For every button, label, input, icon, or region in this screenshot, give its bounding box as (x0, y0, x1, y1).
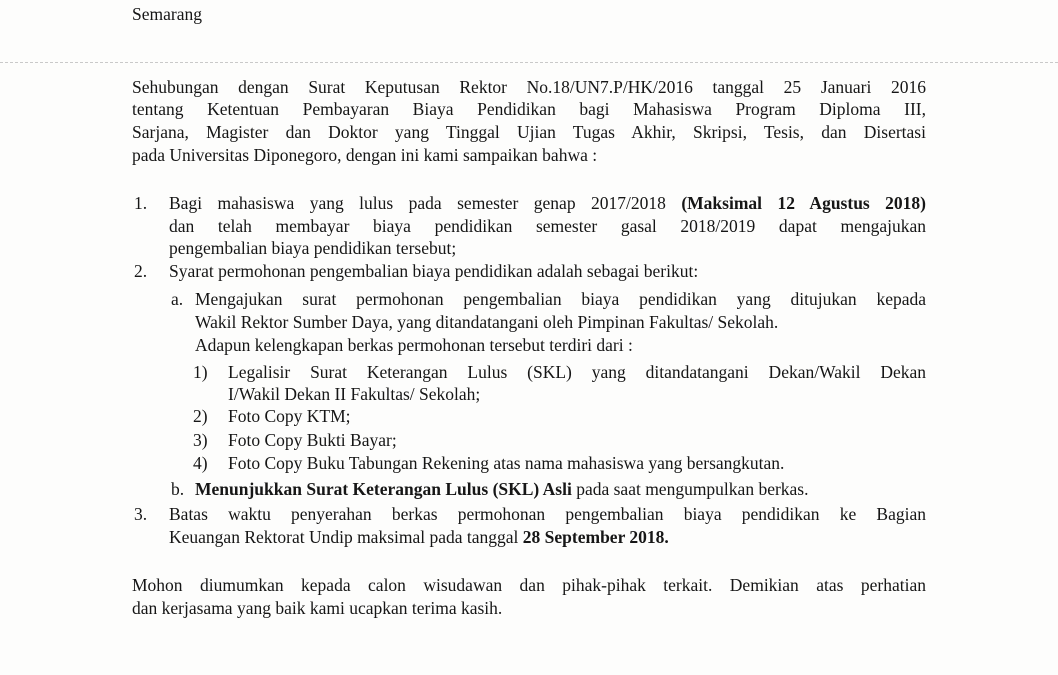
item-2-line-1: Syarat permohonan pengembalian biaya pendidikan adalah sebagai berikut: (169, 261, 699, 281)
item-2a-line-2: Wakil Rektor Sumber Daya, yang ditandatangani oleh Pimpinan Fakultas/ Sekolah. (195, 312, 779, 332)
item-2a-label: a. (171, 289, 184, 309)
sub-item-2-line: Foto Copy KTM; (228, 406, 351, 426)
sub-item-1-line-2: I/Wakil Dekan II Fakultas/ Sekolah; (228, 384, 481, 404)
item-3-line-2 (169, 526, 669, 548)
item-1-text: Bagi mahasiswa yang lulus pada semester genap 2017/2018 (169, 193, 682, 213)
item-2b-bold-text: Menunjukkan Surat Keterangan Lulus (SKL) Asli (195, 479, 572, 499)
sub-item-2-number: 2) (193, 406, 208, 426)
sub-item-1-line-1: Legalisir Surat Keterangan Lulus (SKL) yang ditandatangani Dekan/Wakil Dekan (228, 362, 926, 382)
item-2b-line (195, 478, 809, 500)
item-3-text: Keuangan Rektorat Undip maksimal pada tanggal (169, 527, 523, 547)
sub-item-1-number: 1) (193, 362, 208, 382)
closing-line-2: dan kerjasama yang baik kami ucapkan terima kasih. (132, 598, 503, 618)
intro-line-2: tentang Ketentuan Pembayaran Biaya Pendidikan bagi Mahasiswa Program Diploma III, (132, 99, 926, 119)
closing-line-1: Mohon diumumkan kepada calon wisudawan dan pihak-pihak terkait. Demikian atas perhatian (132, 575, 926, 595)
item-3-number: 3. (134, 504, 148, 524)
item-1-number: 1. (134, 193, 148, 213)
sub-item-4-number: 4) (193, 453, 208, 473)
item-1-line-2: dan telah membayar biaya pendidikan semester gasal 2018/2019 dapat mengajukan (169, 216, 926, 236)
item-3-line-1: Batas waktu penyerahan berkas permohonan pengembalian biaya pendidikan ke Bagian (169, 504, 926, 524)
intro-line-4: pada Universitas Diponegoro, dengan ini kami sampaikan bahwa : (132, 145, 598, 165)
item-2b-label: b. (171, 479, 185, 499)
item-2a-line-1: Mengajukan surat permohonan pengembalian biaya pendidikan yang ditujukan kepada (195, 289, 926, 309)
scan-fold-line (0, 62, 1058, 63)
item-2b-text: pada saat mengumpulkan berkas. (571, 479, 809, 499)
intro-line-1: Sehubungan dengan Surat Keputusan Rektor No.18/UN7.P/HK/2016 tanggal 25 Januari 2016 (132, 77, 926, 97)
item-2-number: 2. (134, 261, 148, 281)
intro-line-3: Sarjana, Magister dan Doktor yang Tinggal Ujian Tugas Akhir, Skripsi, Tesis, dan Disertasi (132, 122, 926, 142)
item-1-bold-deadline: (Maksimal 12 Agustus 2018) (681, 193, 927, 213)
item-2a-line-3: Adapun kelengkapan berkas permohonan tersebut terdiri dari : (195, 335, 633, 355)
sub-item-3-number: 3) (193, 430, 208, 450)
item-1-line-3: pengembalian biaya pendidikan tersebut; (169, 238, 457, 258)
item-3-bold-date: 28 September 2018. (522, 527, 669, 547)
sub-item-3-line: Foto Copy Bukti Bayar; (228, 430, 397, 450)
sub-item-4-line: Foto Copy Buku Tabungan Rekening atas nama mahasiswa yang bersangkutan. (228, 453, 785, 473)
city-line: Semarang (132, 4, 202, 24)
item-1-line-1 (169, 192, 926, 214)
